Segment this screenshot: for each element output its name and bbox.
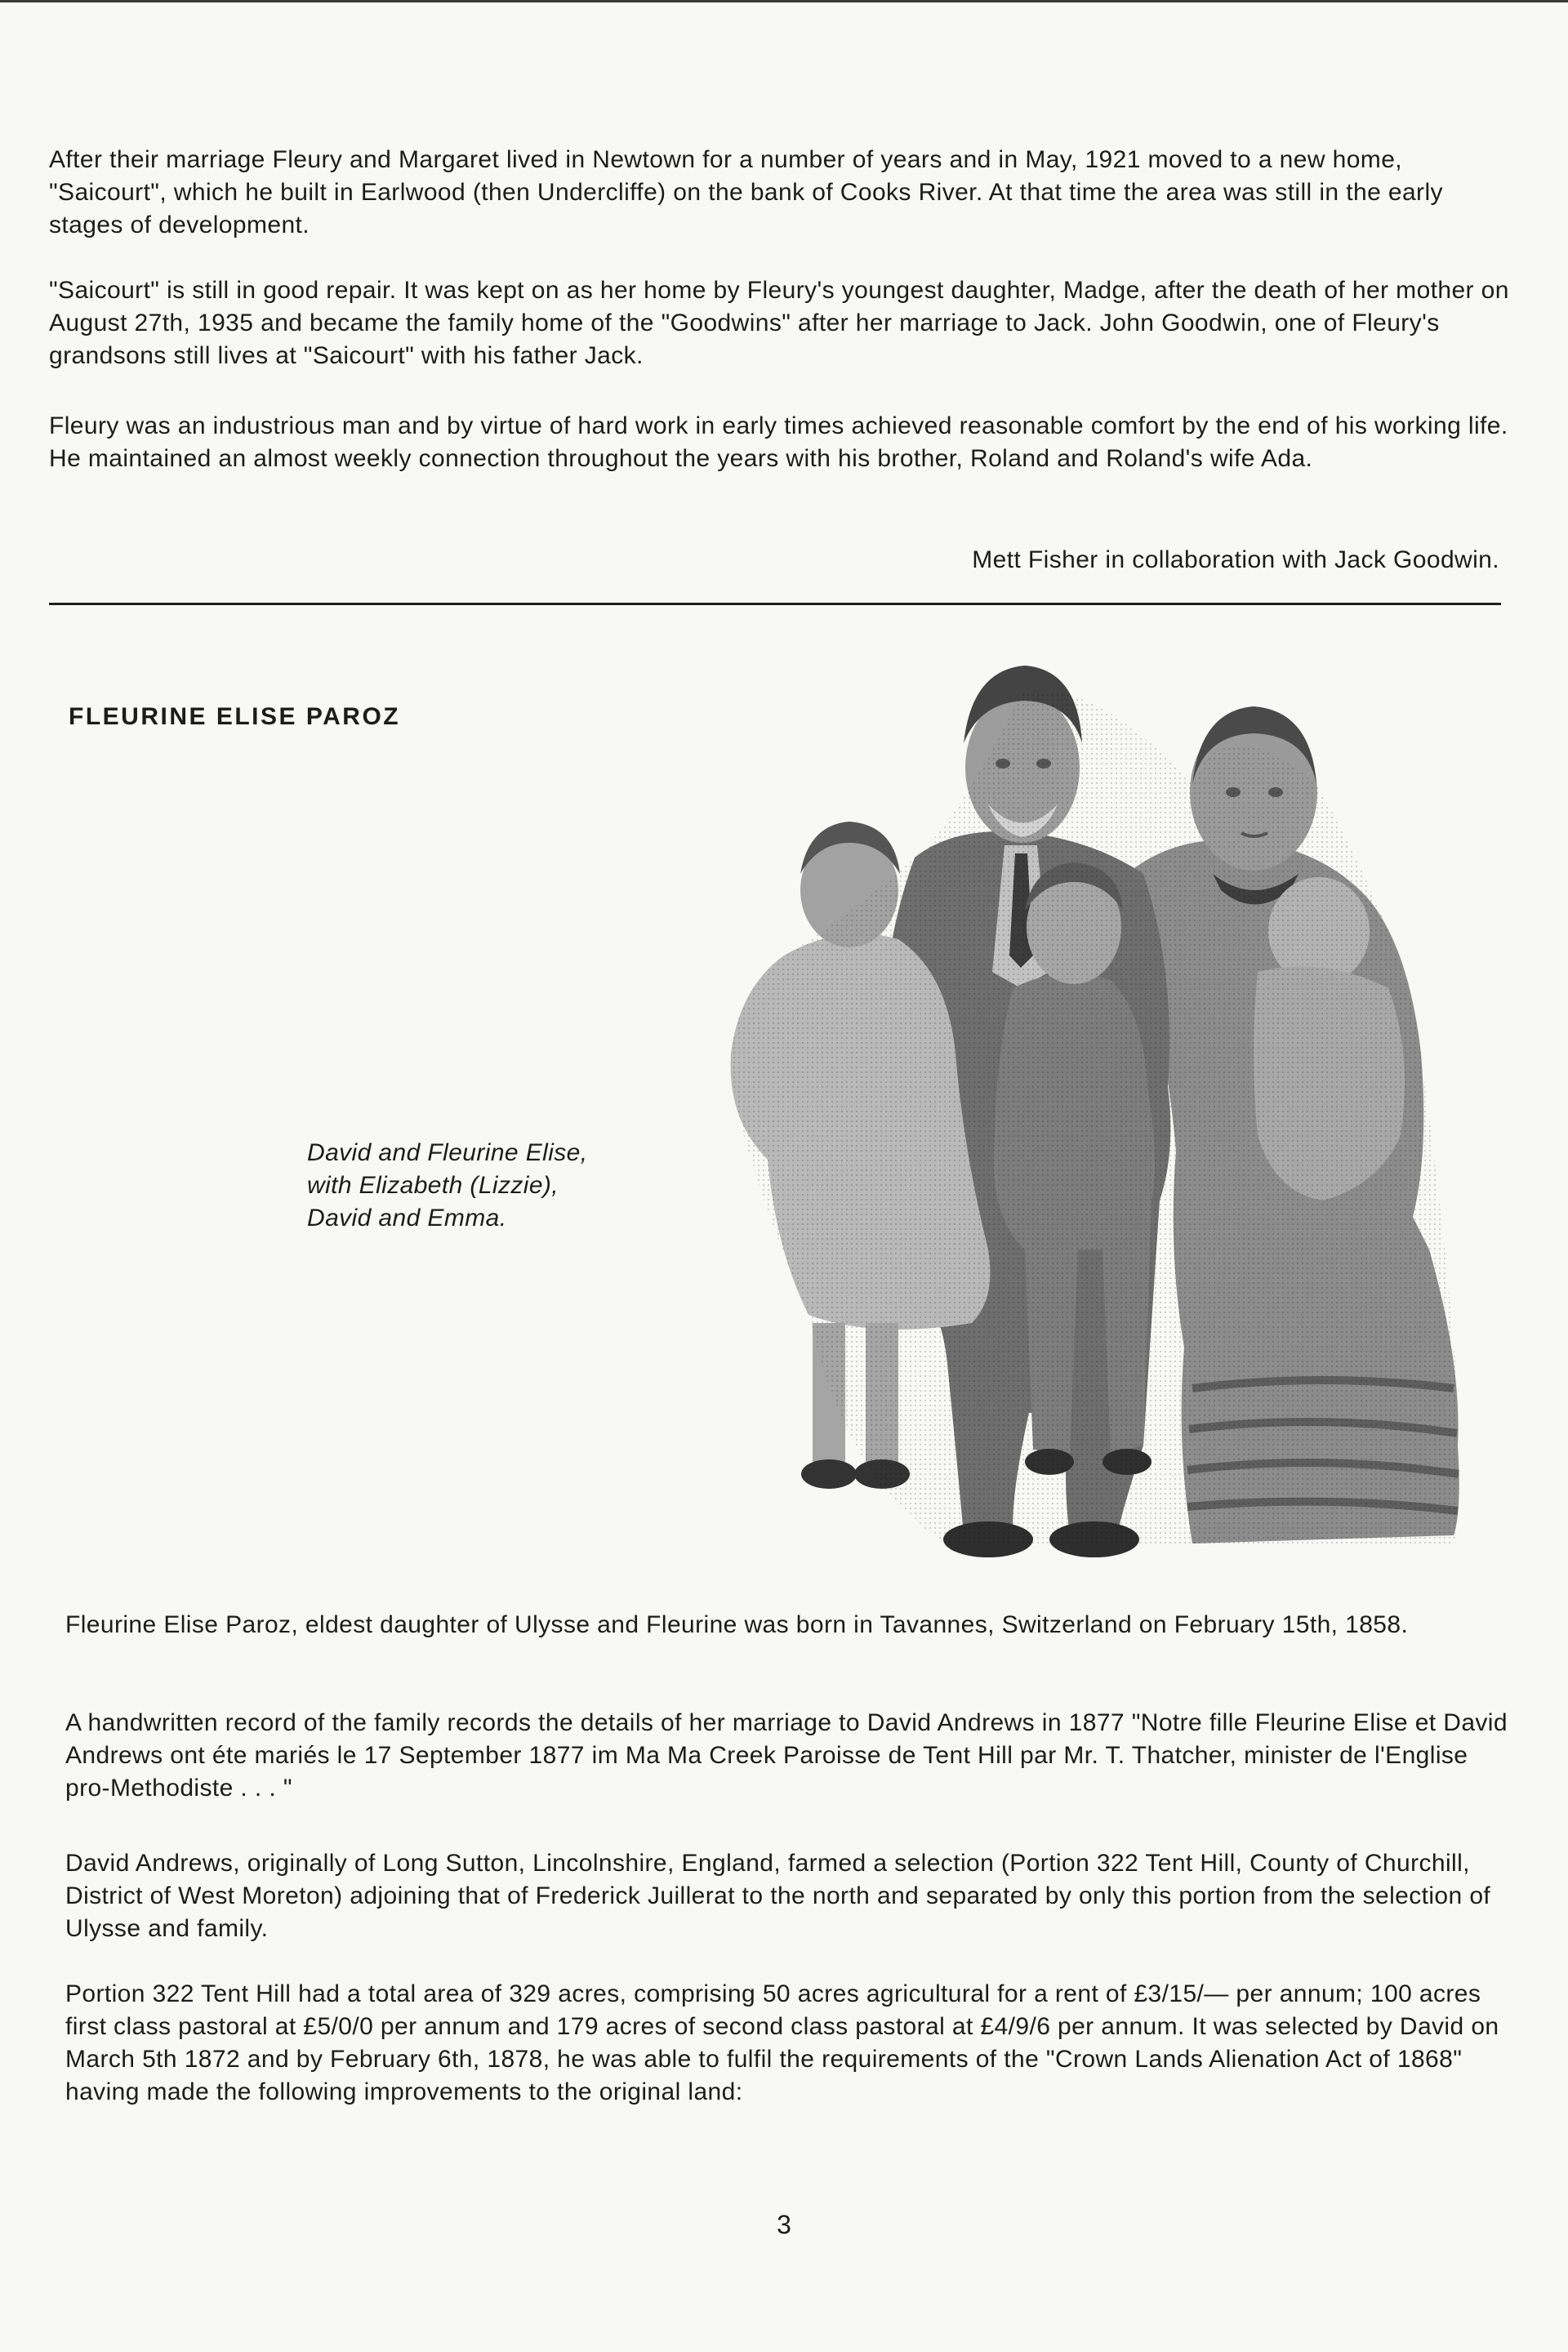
section-heading: FLEURINE ELISE PAROZ: [69, 703, 401, 730]
paragraph-david-andrews: David Andrews, originally of Long Sutton, Lincolnshire, England, farmed a selection (Portion 322 Tent Hill, County of Churchill, District of West Moreton) adjoining that of Frederick Juillerat to the north and separated by only this portion from the selection of Ulysse and family.: [65, 1850, 1491, 1942]
paragraph-saicourt-move: After their marriage Fleury and Margaret lived in Newtown for a number of years and in May, 1921 moved to a new home, "Saicourt", which he built in Earlwood (then Undercliffe) on the bank of Cooks River. At that time the area was still in the early stages of development.: [49, 146, 1443, 238]
page-top-edge: [0, 0, 1568, 2]
photo-caption: David and Fleurine Elise, with Elizabeth (Lizzie), David and Emma.: [307, 1139, 588, 1232]
paragraph-saicourt-family-home: "Saicourt" is still in good repair. It was kept on as her home by Fleury's youngest daughter, Madge, after the death of her mother on August 27th, 1935 and became the family home of the "Goodwins" after her marriage to Jack. John Goodwin, one of Fleury's grandsons still lives at "Saicourt" with his father Jack.: [49, 277, 1509, 369]
paragraph-fleury-industrious: Fleury was an industrious man and by virtue of hard work in early times achieved reasonable comfort by the end of his working life. He maintained an almost weekly connection throughout the years with his brother, Roland and Roland's wife Ada.: [49, 412, 1508, 472]
author-signature: Mett Fisher in collaboration with Jack Goodwin.: [972, 546, 1499, 573]
family-photograph: [604, 629, 1470, 1592]
paragraph-portion-322: Portion 322 Tent Hill had a total area of 329 acres, comprising 50 acres agricultural for a rent of £3/15/— per annum; 100 acres first class pastoral at £5/0/0 per annum and 179 acres of second class pastoral at £4/9/6 per annum. It was selected by David on March 5th 1872 and by February 6th, 1878, he was able to fulfil the requirements of the "Crown Lands Alienation Act of 1868" having made the following improvements to the original land:: [65, 1980, 1499, 2105]
paragraph-marriage-record: A handwritten record of the family records the details of her marriage to David Andrews in 1877 "Notre fille Fleurine Elise et David Andrews ont éte mariés le 17 September 1877 im Ma Ma Creek Paroisse de Tent Hill par Mr. T. Thatcher, minister de l'Englise pro-Methodiste . . . ": [65, 1709, 1508, 1802]
paragraph-birth: Fleurine Elise Paroz, eldest daughter of Ulysse and Fleurine was born in Tavannes, Switzerland on February 15th, 1858.: [65, 1611, 1409, 1638]
section-divider: [49, 603, 1501, 605]
page-number: 3: [777, 2210, 791, 2239]
